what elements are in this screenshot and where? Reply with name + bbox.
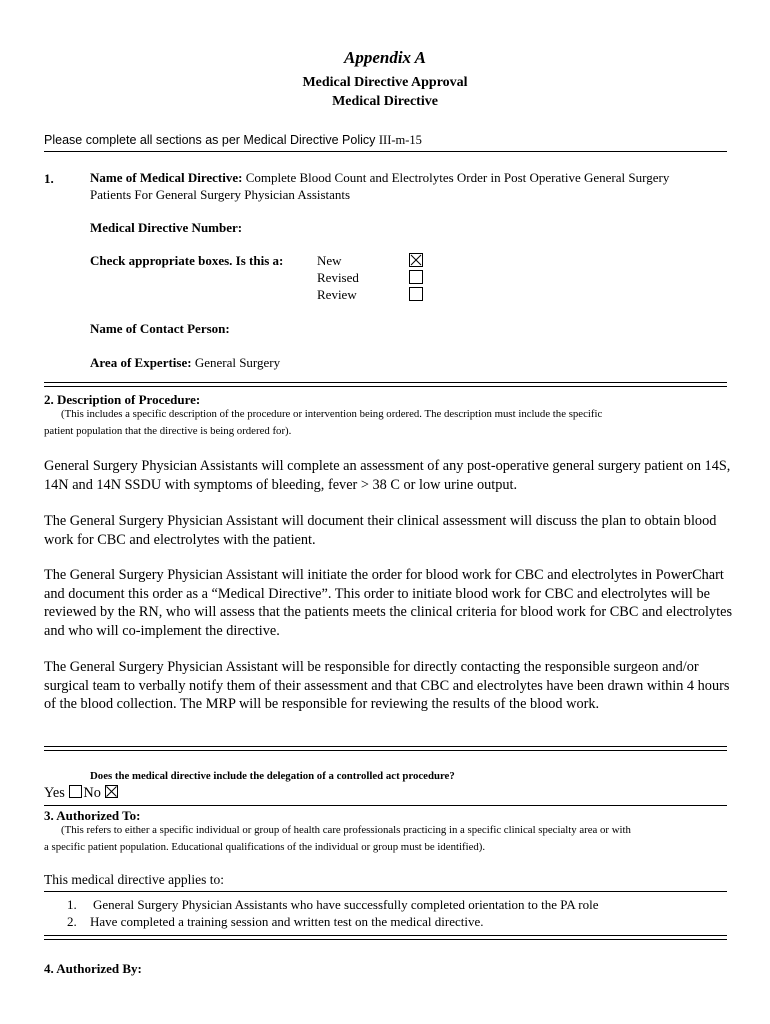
directive-name-label: Name of Medical Directive: <box>90 170 243 185</box>
section2-note-line2: patient population that the directive is being ordered for). <box>44 425 292 437</box>
instruction-text: Please complete all sections as per Medical Directive Policy <box>44 133 379 147</box>
section3-note-line2: a specific patient population. Educational qualifications of the individual or group must be identified). <box>44 841 486 853</box>
section2-heading: 2. Description of Procedure: <box>44 392 201 407</box>
check-x-icon <box>106 786 117 797</box>
checkbox-review[interactable] <box>409 287 423 301</box>
section-divider <box>44 382 727 387</box>
area-of-expertise <box>90 354 280 371</box>
checkbox-no[interactable] <box>105 785 118 798</box>
procedure-paragraph-2: The General Surgery Physician Assistant will document their clinical assessment will discuss the plan to obtain blood work for CBC and electrolytes with the patient. <box>44 513 717 548</box>
yes-label: Yes <box>44 785 65 801</box>
checkbox-revised[interactable] <box>409 270 423 284</box>
section4-heading: 4. Authorized By: <box>44 961 142 976</box>
option-new-label: New <box>317 253 342 268</box>
list-item: General Surgery Physician Assistants who have successfully completed orientation to the PA role <box>93 897 599 912</box>
divider <box>44 151 727 152</box>
directive-name <box>90 169 730 203</box>
section-divider <box>44 746 727 751</box>
option-revised-label: Revised <box>317 270 359 285</box>
section1-number: 1. <box>44 171 54 186</box>
instructions <box>44 133 422 148</box>
delegation-question: Does the medical directive include the delegation of a controlled act procedure? <box>90 770 455 782</box>
section-divider <box>44 935 727 940</box>
expertise-value: General Surgery <box>191 355 281 370</box>
check-x-icon <box>410 254 422 266</box>
list-item: Have completed a training session and written test on the medical directive. <box>90 914 484 929</box>
delegation-answer <box>44 785 119 802</box>
no-label: No <box>83 785 101 801</box>
directive-name-value-1: Complete Blood Count and Electrolytes Order in Post Operative General Surgery <box>242 170 670 185</box>
section3-note-line1: (This refers to either a specific individual or group of health care professionals practicing in a specific clinical specialty area or with <box>61 824 631 836</box>
check-boxes-label: Check appropriate boxes. Is this a: <box>90 253 284 268</box>
list-item-number: 2. <box>67 914 77 929</box>
form-subtitle: Medical Directive <box>332 94 438 109</box>
divider <box>44 891 727 892</box>
appendix-title: Appendix A <box>343 48 427 67</box>
expertise-label: Area of Expertise: <box>90 355 192 370</box>
section3-note <box>44 822 734 856</box>
section2-note-line1: (This includes a specific description of the procedure or intervention being ordered. The description must include the specific <box>61 408 603 420</box>
procedure-paragraph-3: The General Surgery Physician Assistant will initiate the order for blood work for CBC and electrolytes in PowerChart and document this order as a “Medical Directive”. This order to initiate blood work for CBC and electrolytes will be reviewed by the RN, who will assess that the patients meets the clinical criteria for blood work for CBC and electrolytes and who will co-implement the directive. <box>44 567 733 639</box>
policy-number: III-m-15 <box>378 133 422 147</box>
checkbox-yes[interactable] <box>69 785 82 798</box>
procedure-paragraph-4: The General Surgery Physician Assistant will be responsible for directly contacting the responsible surgeon and/or surgical team to verbally notify them of their assessment and that CBC and electrolytes have been drawn within 4 hours of the blood collection. The MRP will be responsible for reviewing the results of the blood work. <box>44 659 730 712</box>
option-review-label: Review <box>317 287 357 302</box>
directive-name-value-2: Patients For General Surgery Physician Assistants <box>90 187 351 202</box>
form-title: Medical Directive Approval <box>302 75 468 90</box>
list-item-number: 1. <box>67 897 77 912</box>
section3-heading: 3. Authorized To: <box>44 808 141 823</box>
directive-number-label: Medical Directive Number: <box>90 220 243 235</box>
section2-note <box>44 406 734 440</box>
divider <box>44 805 727 806</box>
procedure-paragraph-1: General Surgery Physician Assistants will complete an assessment of any post-operative general surgery patient on 14S, 14N and 14N SSDU with symptoms of bleeding, fever > 38 C or low urine output. <box>44 458 731 493</box>
checkbox-new[interactable] <box>409 253 423 267</box>
applies-to-label: This medical directive applies to: <box>44 872 224 887</box>
contact-person-label: Name of Contact Person: <box>90 321 230 336</box>
